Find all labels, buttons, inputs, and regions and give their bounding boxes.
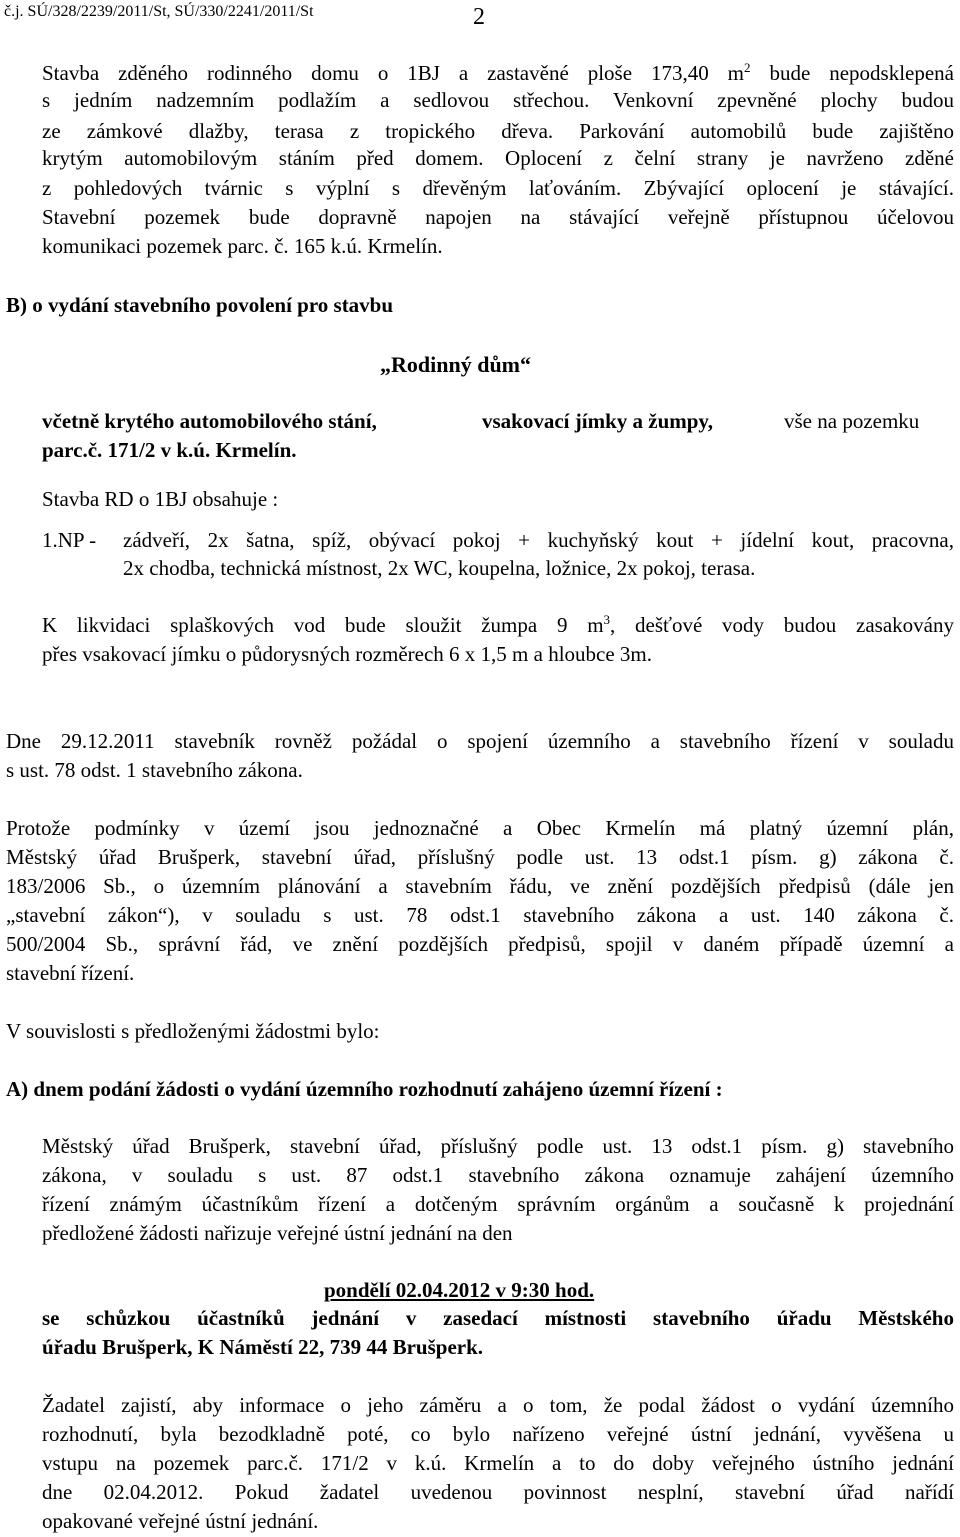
floor-label: 1.NP - (42, 528, 97, 552)
in-connection-line: V souvislosti s předloženými žádostmi bylo: (6, 1019, 380, 1043)
text-line: řízení známým účastníkům řízení a dotčeným správním orgánům a současně k projednání (42, 1192, 954, 1216)
text-line: zádveří, 2x šatna, spíž, obývací pokoj + kuchyňský kout + jídelní kout, pracovna, (123, 528, 954, 552)
text-line: parc.č. 171/2 v k.ú. Krmelín. (42, 438, 297, 462)
text-line: zákona, v souladu s ust. 87 odst.1 stavebního zákona oznamuje zahájení územního (42, 1163, 954, 1187)
text-line: Žadatel zajistí, aby informace o jeho záměru a o tom, že podal žádost o vydání územního (42, 1393, 954, 1417)
text-line: s ust. 78 odst. 1 stavebního zákona. (6, 758, 303, 782)
text-line: 183/2006 Sb., o územním plánování a stavebním řádu, ve znění pozdějších předpisů (dále jen (6, 874, 954, 898)
text-line: předložené žádosti nařizuje veřejné ústní jednání na den (42, 1221, 513, 1245)
text-line: stavební řízení. (6, 961, 135, 985)
section-b-heading: B) o vydání stavebního povolení pro stavbu (6, 293, 394, 317)
text-line: 500/2004 Sb., správní řád, ve znění pozdějších předpisů, spojil v daném případě územní a (6, 932, 954, 956)
text-line: Dne 29.12.2011 stavebník rovněž požádal o spojení územního a stavebního řízení v souladu (6, 729, 954, 753)
text-line: s jedním nadzemním podlažím a sedlovou střechou. Venkovní zpevněné plochy budou (42, 88, 954, 112)
text-line: „stavební zákon“), v souladu s ust. 78 odst.1 stavebního zákona a ust. 140 zákona č. (6, 903, 954, 927)
text-line: včetně krytého automobilového stání, vsakovací jímky a žumpy, vše na pozemku (42, 409, 920, 433)
text-line: úřadu Brušperk, K Náměstí 22, 739 44 Brušperk. (42, 1335, 484, 1359)
page-number: 2 (473, 4, 485, 30)
text-line: Protože podmínky v území jsou jednoznačné a Obec Krmelín má platný územní plán, (6, 816, 954, 840)
section-a-heading: A) dnem podání žádosti o vydání územního rozhodnutí zahájeno územní řízení : (6, 1077, 723, 1101)
project-name: „Rodinný dům“ (380, 352, 532, 377)
text-line: 2x chodba, technická místnost, 2x WC, koupelna, ložnice, 2x pokoj, terasa. (123, 556, 756, 580)
text-line: přes vsakovací jímku o půdorysných rozměrech 6 x 1,5 m a hloubce 3m. (42, 642, 653, 666)
text-line: rozhodnutí, byla bezodkladně poté, co bylo nařízeno veřejné ústní jednání, vyvěšena u (42, 1422, 954, 1446)
text-line: ze zámkové dlažby, terasa z tropického dřeva. Parkování automobilů bude zajištěno (42, 119, 954, 143)
text-line: krytým automobilovým stáním před domem. Oplocení z čelní strany je navrženo zděné (42, 146, 954, 170)
text-line: z pohledových tvárnic s výplní s dřevěným laťováním. Zbývající oplocení je stávající. (42, 176, 954, 200)
text-line: Městský úřad Brušperk, stavební úřad, příslušný podle ust. 13 odst.1 písm. g) zákona č. (6, 845, 954, 869)
hearing-date: pondělí 02.04.2012 v 9:30 hod. (324, 1278, 595, 1302)
text-line: K likvidaci splaškových vod bude sloužit žumpa 9 $m^3$, dešťové vody budou zasakovány (42, 612, 954, 637)
text-line: komunikaci pozemek parc. č. 165 k.ú. Krmelín. (42, 234, 443, 258)
text-line: Stavba zděného rodinného domu o 1BJ a zastavěné ploše 173,40 $m^2$ bude nepodsklepená (42, 60, 954, 85)
text-line: opakované veřejné ústní jednání. (42, 1509, 319, 1533)
reference-number: č.j. SÚ/328/2239/2011/St, SÚ/330/2241/2011/St (4, 3, 314, 20)
text-line: Městský úřad Brušperk, stavební úřad, příslušný podle ust. 13 odst.1 písm. g) stavebního (42, 1134, 954, 1158)
text-line: vstupu na pozemek parc.č. 171/2 v k.ú. Krmelín a to do doby veřejného ústního jednání (42, 1451, 954, 1475)
text-line: Stavební pozemek bude dopravně napojen na stávající veřejně přístupnou účelovou (42, 205, 954, 229)
text-line: se schůzkou účastníků jednání v zasedací místnosti stavebního úřadu Městského (42, 1306, 954, 1330)
contents-label: Stavba RD o 1BJ obsahuje : (42, 487, 279, 511)
text-line: dne 02.04.2012. Pokud žadatel uvedenou povinnost nesplní, stavební úřad nařídí (42, 1480, 954, 1504)
